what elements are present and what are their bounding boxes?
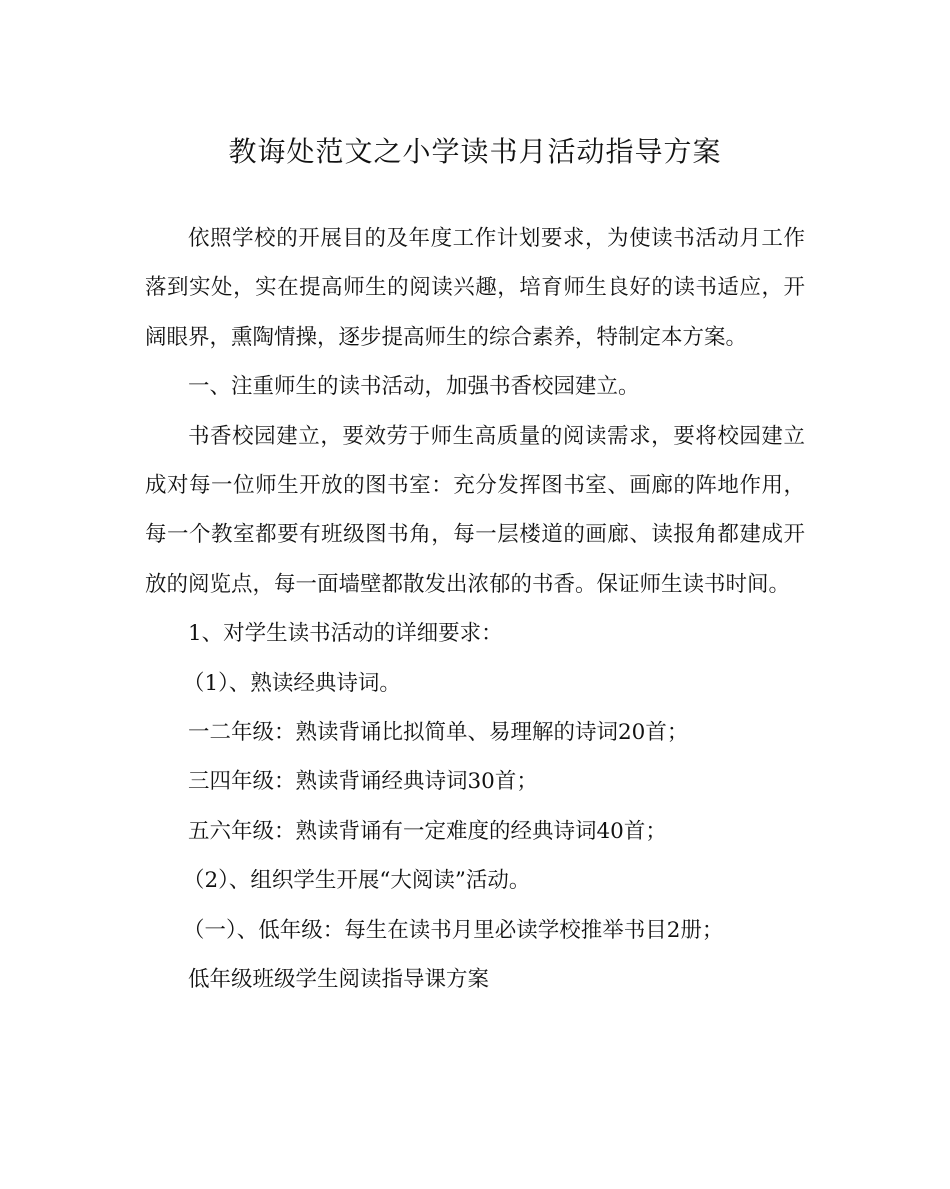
grade-line-3-4: 三四年级：熟读背诵经典诗词30首； <box>188 769 538 795</box>
subsection-heading-1: 1、对学生读书活动的详细要求： <box>188 621 503 647</box>
item-heading-2: （2）、组织学生开展“大阅读”活动。 <box>183 868 531 894</box>
item-heading-1: （1）、熟读经典诗词。 <box>183 670 401 696</box>
intro-paragraph: 依照学校的开展目的及年度工作计划要求，为使读书活动月工作落到实处，实在提高师生的阅读兴趣，培育师生良好的读书适应，开阔眼界，熏陶情操，逐步提高师生的综合素养，特制定本方案。 <box>145 226 805 350</box>
grade-line-1-2: 一二年级：熟读背诵比拟简单、易理解的诗词20首； <box>188 720 689 746</box>
low-grade-requirement: （一）、低年级：每生在读书月里必读学校推举书目2册； <box>183 917 724 943</box>
section-heading-1: 一、注重师生的读书活动，加强书香校园建立。 <box>188 374 640 400</box>
low-grade-guidance-heading: 低年级班级学生阅读指导课方案 <box>188 967 490 993</box>
campus-paragraph: 书香校园建立，要效劳于师生高质量的阅读需求，要将校园建立成对每一位师生开放的图书室：充分发挥图书室、画廊的阵地作用，每一个教室都要有班级图书角，每一层楼道的画廊、读报角都建成开放的阅览点，每一面墙壁都散发出浓郁的书香。保证师生读书时间。 <box>145 423 805 597</box>
document-title: 教诲处范文之小学读书月活动指导方案 <box>228 135 722 168</box>
grade-line-5-6: 五六年级：熟读背诵有一定难度的经典诗词40首； <box>188 818 667 844</box>
document-body <box>145 214 805 1005</box>
